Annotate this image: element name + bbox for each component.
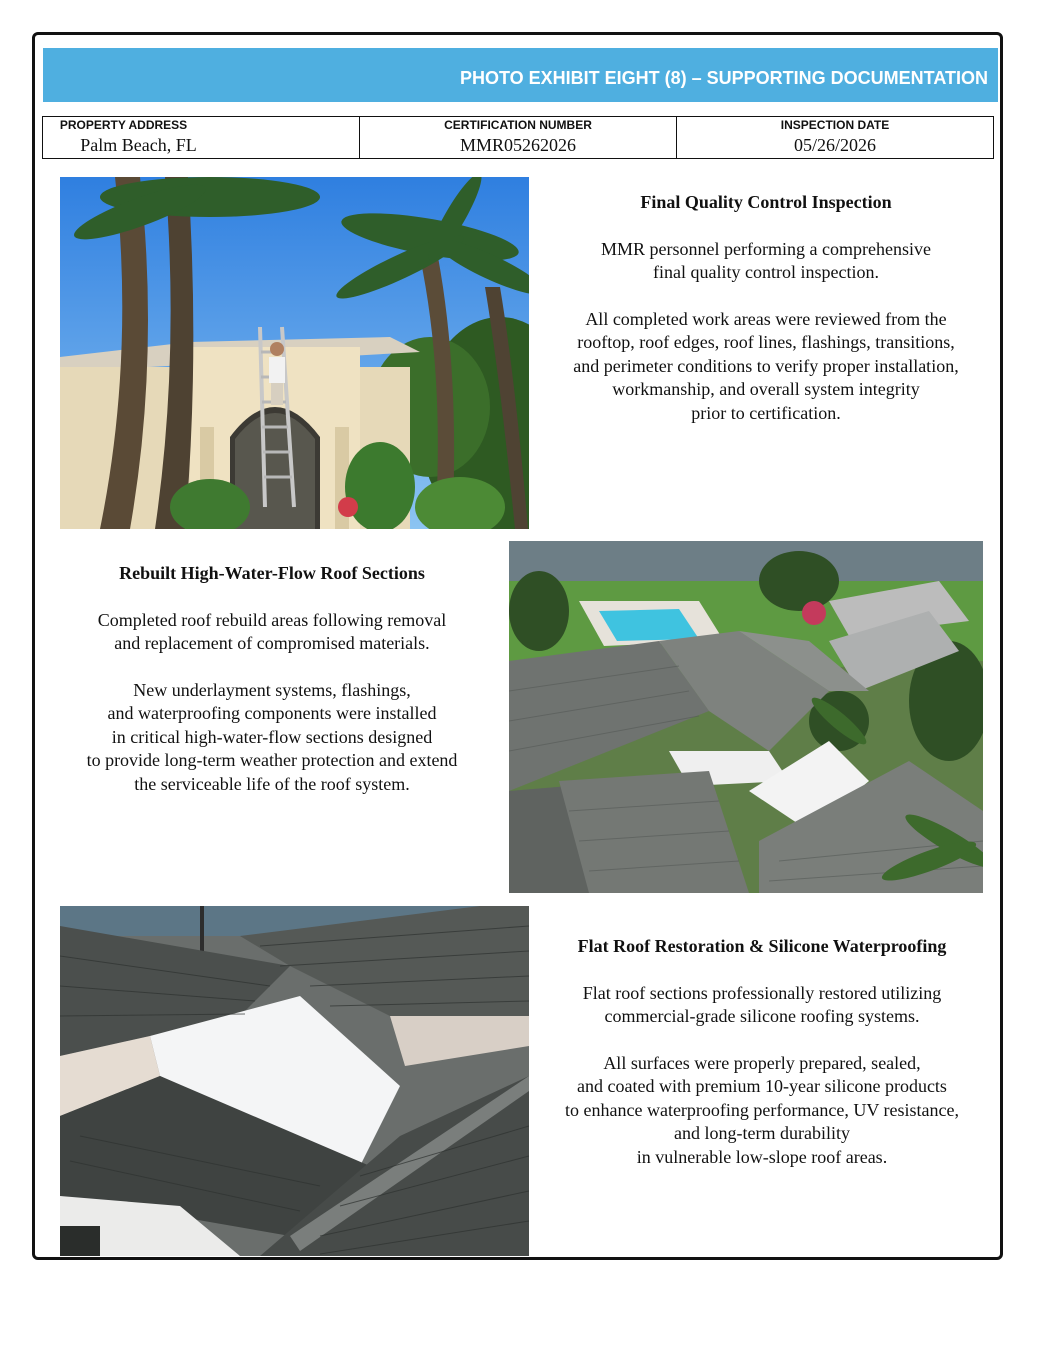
date-label: INSPECTION DATE <box>780 118 890 132</box>
photo-inspection-ladder <box>60 177 529 529</box>
exhibit-title: PHOTO EXHIBIT EIGHT (8) – SUPPORTING DOCUMENTATION <box>459 67 988 88</box>
caption-flat-roof <box>536 935 988 1192</box>
section-title: Final Quality Control Inspection <box>640 192 892 212</box>
section-paragraph: All surfaces were properly prepared, sealed, and coated with premium 10-year silicone products to enhance waterproofing performance, UV resistance, and long-term durability in vulnerable low-slope roof areas. <box>565 1052 959 1167</box>
certification-cell <box>360 117 677 158</box>
certification-value: MMR05262026 <box>459 135 576 155</box>
section-title: Flat Roof Restoration & Silicone Waterproofing <box>577 936 947 956</box>
section-paragraph: Completed roof rebuild areas following removal and replacement of compromised materials. <box>97 609 447 653</box>
section-paragraph: MMR personnel performing a comprehensive final quality control inspection. <box>601 238 931 282</box>
certification-label: CERTIFICATION NUMBER <box>444 118 592 132</box>
exhibit-banner <box>43 48 998 102</box>
date-cell <box>677 117 993 158</box>
address-value: Palm Beach, FL <box>80 135 197 155</box>
section-paragraph: New underlayment systems, flashings, and waterproofing components were installed in critical high-water-flow sections designed to provide long-term weather protection and extend the serviceable life of the roof system. <box>86 679 458 794</box>
date-value: 05/26/2026 <box>793 135 876 155</box>
caption-rebuilt-roof <box>50 562 494 819</box>
property-info-table <box>42 116 994 159</box>
photo-aerial-roof-pool <box>509 541 983 893</box>
section-paragraph: Flat roof sections professionally restored utilizing commercial-grade silicone roofing systems. <box>582 982 942 1026</box>
address-cell <box>43 117 360 158</box>
address-label: PROPERTY ADDRESS <box>59 118 188 132</box>
photo-flat-roof-silicone <box>60 906 529 1256</box>
caption-quality-control <box>540 191 992 448</box>
section-paragraph: All completed work areas were reviewed from the rooftop, roof edges, roof lines, flashings, transitions, and perimeter conditions to verify proper installation, workmanship, and overall system integrity prior to certification. <box>573 308 959 423</box>
section-title: Rebuilt High-Water-Flow Roof Sections <box>119 563 425 583</box>
